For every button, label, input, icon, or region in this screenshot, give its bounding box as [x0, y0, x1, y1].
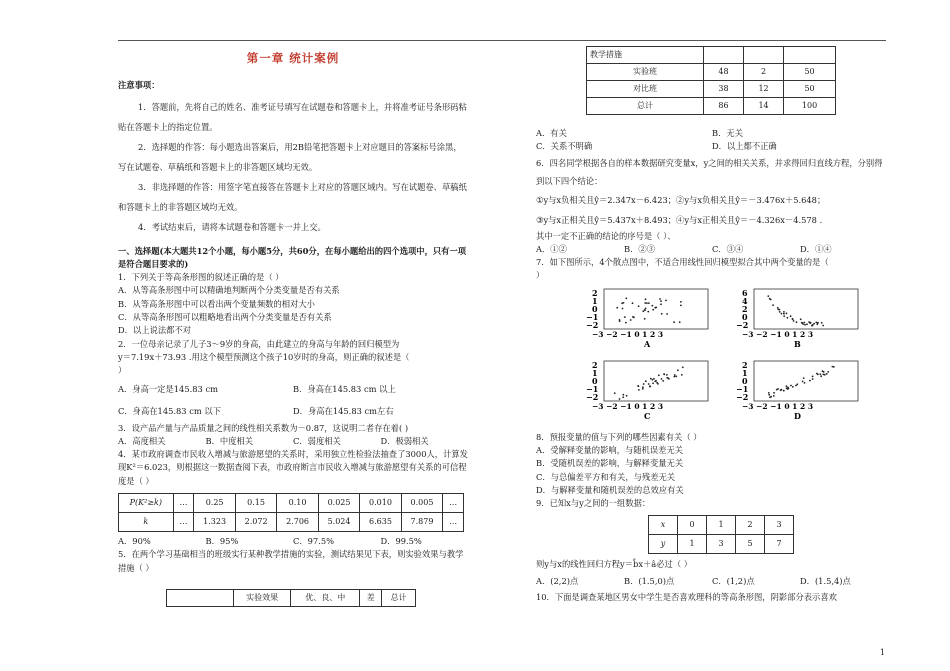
scatter-point: [632, 316, 634, 318]
table-cell: 14: [744, 98, 784, 115]
scatter-point: [646, 302, 648, 304]
q3-options: [118, 435, 468, 448]
scatter-point: [772, 304, 774, 306]
table-cell: …: [173, 494, 194, 513]
q6-option-d: D．①④: [800, 243, 832, 254]
table-cell: 差: [360, 589, 382, 606]
table-row: [587, 64, 836, 81]
q5-stem: 5．在两个学习基础相当的班级实行某种教学措施的实验，测试结果见下表，则实验效果与教学措施（ ）: [118, 549, 464, 573]
scatter-point: [622, 307, 624, 309]
q9-options: [536, 571, 888, 591]
scatter-point: [657, 383, 659, 385]
q7-stem: [536, 256, 888, 269]
table-cell: 教学措施: [587, 47, 704, 64]
y-tick: 2: [592, 287, 598, 298]
scatter-point: [666, 313, 668, 315]
scatter-plots: [536, 285, 888, 427]
table-cell: k: [119, 513, 174, 532]
scatter-point: [637, 385, 639, 387]
table-cell: [704, 47, 744, 64]
scatter-point: [783, 311, 785, 313]
q5-options: [536, 140, 888, 153]
scatter-point: [624, 316, 626, 318]
q2-options: [118, 378, 468, 400]
table-cell: 2.706: [277, 513, 318, 532]
table-cell: 3: [765, 515, 794, 534]
q6-option-c: C．③④: [712, 243, 744, 254]
scatter-point: [767, 295, 769, 297]
scatter-point: [642, 386, 644, 388]
experiment-table-header: [166, 589, 416, 607]
table-cell: 100: [784, 98, 836, 115]
scatter-point: [654, 380, 656, 382]
right-column: [536, 46, 888, 604]
experiment-table: [586, 46, 836, 115]
scatter-point: [644, 302, 646, 304]
plot-label: B: [794, 338, 801, 349]
scatter-point: [781, 389, 783, 391]
q4-option-c: C．97.5%: [293, 536, 335, 547]
scatter-point: [647, 310, 649, 312]
table-cell: 48: [704, 64, 744, 81]
plot-label: D: [794, 410, 801, 421]
q1-option-c: C．从等高条形图可以粗略地看出两个分类变量是否有关系: [118, 312, 332, 323]
scatter-point: [625, 321, 627, 323]
scatter-point: [811, 325, 813, 327]
scatter-point: [662, 380, 664, 382]
scatter-point: [804, 324, 806, 326]
scatter-point: [796, 321, 798, 323]
q8-option-b: B．受随机误差的影响，与解释变量无关: [536, 458, 684, 469]
scatter-point: [660, 303, 662, 305]
table-cell: 0.15: [235, 494, 276, 513]
scatter-point: [642, 388, 644, 390]
q3-option-c: C．弱度相关: [293, 435, 341, 446]
scatter-point: [786, 312, 788, 314]
scatter-point: [652, 309, 654, 311]
scatter-point: [778, 308, 780, 310]
scatter-point: [674, 375, 676, 377]
notice-item: 3．非选择题的作答：用签字笔直接答在答题卡上对应的答题区域内。写在试题卷、草稿纸和答题卡上的非答题区域均无效。: [118, 181, 467, 212]
scatter-point: [666, 374, 668, 376]
table-cell: 5.024: [318, 513, 359, 532]
scatter-point: [653, 378, 655, 380]
table-row: [587, 81, 836, 98]
y-tick: 1: [592, 295, 598, 306]
page-title: 第一章 统计案例: [246, 51, 340, 65]
xy-data-table: [648, 515, 794, 554]
q6-option-a: A．①②: [536, 243, 567, 254]
scatter-plot-b: [736, 285, 866, 351]
scatter-point: [643, 383, 645, 385]
table-cell: 2: [736, 515, 765, 534]
scatter-point: [809, 379, 811, 381]
q2-option-a: A．身高一定是145.83 cm: [118, 383, 218, 394]
scatter-point: [651, 304, 653, 306]
table-row: [587, 98, 836, 115]
q3-option-a: A．高度相关: [118, 435, 166, 446]
table-cell: [744, 47, 784, 64]
scatter-point: [619, 320, 621, 322]
q3-option-b: B．中度相关: [205, 435, 254, 446]
table-cell: …: [173, 513, 194, 532]
scatter-point: [792, 318, 794, 320]
scatter-point: [665, 299, 667, 301]
y-tick: 1: [592, 367, 598, 378]
scatter-point: [787, 317, 789, 319]
q3-option-d: D．极弱相关: [380, 435, 429, 446]
scatter-point: [824, 374, 826, 376]
y-tick: 0: [742, 375, 748, 386]
scatter-point: [783, 313, 785, 315]
scatter-point: [673, 321, 675, 323]
q7-stem-text: 7．如下图所示，4个散点图中，不适合用线性回归模型拟合其中两个变量的是（: [536, 257, 829, 268]
scatter-point: [649, 385, 651, 387]
scatter-point: [622, 396, 624, 398]
y-tick: −1: [736, 383, 749, 394]
section-heading: 一、选择题(本大题共12个小题，每小题5分，共60分，在每小题给出的四个选项中，只有一项是符合题目要求的): [118, 245, 467, 269]
scatter-point: [632, 302, 634, 304]
y-tick: 0: [592, 375, 598, 386]
scatter-point: [812, 378, 814, 380]
scatter-point: [792, 386, 794, 388]
q4-option-b: B．95%: [205, 536, 239, 547]
scatter-point: [833, 366, 835, 368]
scatter-point: [674, 374, 676, 376]
y-tick: −2: [736, 319, 749, 330]
q1-option-a: A．从等高条形图中可以精确地判断两个分类变量是否有关系: [118, 285, 340, 296]
scatter-point: [801, 322, 803, 324]
q9-option-b: B．(1.5,0)点: [624, 575, 675, 586]
scatter-point: [652, 379, 654, 381]
scatter-point: [832, 365, 834, 367]
table-cell: y: [649, 534, 678, 553]
y-tick: −1: [586, 383, 599, 394]
scatter-point: [790, 384, 792, 386]
scatter-point: [815, 321, 817, 323]
x-ticks: −3 −2 −1 0 1 2 3: [592, 401, 664, 411]
scatter-point: [681, 374, 683, 376]
table-cell: 1.323: [194, 513, 235, 532]
notice-heading: 注意事项：: [118, 80, 160, 91]
y-tick: −2: [586, 319, 599, 330]
q2-option-b: B．身高在145.83 cm 以上: [293, 383, 396, 394]
scatter-point: [661, 313, 663, 315]
scatter-point: [821, 322, 823, 324]
scatter-point: [826, 373, 828, 375]
y-tick: −2: [586, 391, 599, 402]
q9-option-c: C．(1,2)点: [712, 575, 755, 586]
table-cell: 5: [736, 534, 765, 553]
table-cell: 0.005: [401, 494, 442, 513]
scatter-point: [644, 318, 646, 320]
scatter-point: [773, 395, 775, 397]
table-cell: x: [649, 515, 678, 534]
scatter-point: [769, 396, 771, 398]
q1-stem: 1．下列关于等高条形图的叙述正确的是（ ）: [118, 272, 284, 283]
scatter-point: [788, 387, 790, 389]
scatter-point: [786, 385, 788, 387]
table-cell: 优、良、中: [291, 589, 360, 606]
table-cell: 38: [704, 81, 744, 98]
q4-stem: 4．某市政府调查市民收入增减与旅游愿望的关系时，采用独立性检验法抽查了3000人，计算发现K²＝6.023，则根据这一数据查阅下表，市政府断言市民收入增减与旅游愿望有关系的可信程度是（ ）: [118, 449, 468, 486]
scatter-point: [793, 320, 795, 322]
table-cell: 2.072: [235, 513, 276, 532]
scatter-point: [783, 390, 785, 392]
scatter-point: [667, 377, 669, 379]
q2-stem: y＝7.19x＋73.93 .用这个模型预测这个孩子10岁时的身高，则正确的叙述是（: [118, 351, 410, 362]
scatter-point: [614, 392, 616, 394]
scatter-point: [682, 366, 684, 368]
table-row: [167, 589, 416, 606]
scatter-point: [648, 383, 650, 385]
table-cell: 3: [707, 534, 736, 553]
y-tick: 6: [742, 287, 748, 298]
scatter-point: [622, 394, 624, 396]
table-cell: [784, 47, 836, 64]
scatter-point: [675, 375, 677, 377]
scatter-point: [808, 321, 810, 323]
q4-option-d: D．99.5%: [380, 536, 422, 547]
q6-conclusions: ③y与x正相关且ŷ＝5.437x＋8.493；④y与x正相关且ŷ＝－4.326x－4.578 .: [536, 214, 823, 225]
table-row: [587, 47, 836, 64]
q5-option-b: B．无关: [712, 128, 743, 138]
plot-frame: [604, 289, 708, 329]
q5-option-a: A．有关: [536, 128, 567, 138]
q5-option-d: D．以上都不正确: [712, 141, 777, 152]
q3-stem: 3．设产品产量与产品质量之间的线性相关系数为－0.87，这说明二者存在着( ): [118, 422, 409, 433]
scatter-point: [680, 304, 682, 306]
critical-value-table: [118, 493, 464, 532]
scatter-point: [626, 395, 628, 397]
q4-option-a: A．90%: [118, 536, 151, 547]
scatter-point: [795, 384, 797, 386]
q2-stem: ）: [118, 365, 127, 376]
q5-option-c: C．关系不明确: [536, 141, 593, 152]
scatter-point: [644, 309, 646, 311]
scatter-point: [660, 300, 662, 302]
scatter-point: [663, 373, 665, 375]
scatter-point: [812, 375, 814, 377]
scatter-plot-d: [736, 357, 866, 423]
table-cell: 1: [707, 515, 736, 534]
table-cell: 7.879: [401, 513, 442, 532]
scatter-point: [619, 398, 621, 400]
scatter-point: [802, 380, 804, 382]
scatter-point: [652, 382, 654, 384]
scatter-point: [623, 302, 625, 304]
q4-options: [118, 535, 468, 548]
q8-option-d: D．与解释变量和随机误差的总效应有关: [536, 484, 684, 495]
table-row: [119, 513, 464, 532]
q1-option-b: B．从等高条形图中可以看出两个变量频数的相对大小: [118, 298, 315, 309]
table-cell: 50: [784, 81, 836, 98]
scatter-point: [816, 372, 818, 374]
y-tick: 4: [742, 295, 748, 306]
table-cell: [167, 589, 234, 606]
x-ticks: −3 −2 −1 0 1 2 3: [742, 401, 814, 411]
q9-stem: 则y与x的线性回归方程y＝b̂x＋â必过（ ）: [536, 558, 693, 569]
notice-item: 1．答题前，先将自己的姓名、准考证号填写在试题卷和答题卡上，并将准考证号条形码粘贴在答题卡上的指定位置。: [118, 101, 467, 132]
scatter-point: [642, 310, 644, 312]
q5-options: [536, 127, 888, 140]
table-cell: 实验班: [587, 64, 704, 81]
table-cell: P(K²≥k): [119, 494, 174, 513]
q8-option-a: A．受解释变量的影响，与随机误差无关: [536, 445, 684, 456]
scatter-point: [781, 312, 783, 314]
q2-option-d: D．身高在145.83 cm左右: [293, 405, 394, 416]
scatter-point: [645, 298, 647, 300]
scatter-point: [790, 315, 792, 317]
scatter-point: [659, 298, 661, 300]
scatter-point: [661, 378, 663, 380]
scatter-point: [616, 307, 618, 309]
scatter-point: [770, 298, 772, 300]
notice-item: 2．选择题的作答：每小题选出答案后，用2B铅笔把答题卡上对应题目的答案标号涂黑，写在试题卷、草稿纸和答题卡上的非答题区域均无效。: [118, 141, 462, 172]
table-cell: 2: [744, 64, 784, 81]
table-row: [119, 494, 464, 513]
scatter-point: [779, 311, 781, 313]
table-cell: 总计: [382, 589, 416, 606]
table-cell: 7: [765, 534, 794, 553]
q6-options: [536, 243, 888, 256]
q2-option-c: C．身高在145.83 cm 以下: [118, 405, 221, 416]
q10-stem: 10．下面是调查某地区男女中学生是否喜欢理科的等高条形图，阴影部分表示喜欢: [536, 591, 837, 602]
q2-options: [118, 400, 468, 422]
scatter-point: [803, 321, 805, 323]
y-tick: 2: [742, 359, 748, 370]
table-cell: 0.025: [318, 494, 359, 513]
table-cell: 6.635: [360, 513, 401, 532]
table-cell: 实验效果: [234, 589, 291, 606]
scatter-point: [803, 377, 805, 379]
scatter-point: [822, 324, 824, 326]
x-ticks: −3 −2 −1 0 1 2 3: [592, 329, 664, 339]
scatter-point: [827, 371, 829, 373]
scatter-point: [638, 389, 640, 391]
scatter-point: [800, 318, 802, 320]
table-cell: 12: [744, 81, 784, 98]
q7-stem-end: ）: [536, 270, 545, 281]
scatter-point: [679, 321, 681, 323]
scatter-point: [648, 302, 650, 304]
scatter-point: [816, 323, 818, 325]
plot-label: C: [644, 410, 651, 421]
scatter-point: [655, 306, 657, 308]
y-tick: 2: [742, 303, 748, 314]
scatter-point: [768, 392, 770, 394]
scatter-point: [806, 323, 808, 325]
scatter-point: [658, 374, 660, 376]
q6-conclusions: ①y与x负相关且ŷ＝2.347x－6.423；②y与x负相关且ŷ＝－3.476x＋5.648；: [536, 194, 826, 205]
table-cell: 0: [678, 515, 707, 534]
scatter-point: [625, 297, 627, 299]
q9-stem: 9．已知x与y之间的一组数据：: [536, 498, 651, 509]
table-cell: 总计: [587, 98, 704, 115]
scatter-point: [822, 373, 824, 375]
q6-stem: 其中一定不正确的结论的序号是（ ）、: [536, 230, 676, 241]
plot-frame: [754, 289, 858, 329]
table-cell: …: [443, 513, 464, 532]
scatter-point: [820, 375, 822, 377]
q6-option-b: B．②③: [624, 243, 655, 254]
scatter-plot-a: [586, 285, 716, 351]
q9-option-a: A．(2,2)点: [536, 575, 579, 586]
scatter-point: [822, 370, 824, 372]
y-tick: 2: [592, 359, 598, 370]
scatter-point: [630, 319, 632, 321]
table-cell: 86: [704, 98, 744, 115]
table-cell: 0.25: [194, 494, 235, 513]
scatter-point: [813, 322, 815, 324]
scatter-point: [638, 305, 640, 307]
y-tick: −2: [736, 391, 749, 402]
scatter-point: [773, 392, 775, 394]
header-rule: [118, 40, 886, 41]
scatter-point: [680, 301, 682, 303]
table-row: [649, 515, 794, 534]
scatter-point: [804, 382, 806, 384]
scatter-point: [768, 394, 770, 396]
table-cell: 0.10: [277, 494, 318, 513]
page-number: 1: [879, 648, 885, 657]
y-tick: 1: [742, 367, 748, 378]
scatter-point: [677, 369, 679, 371]
table-cell: 50: [784, 64, 836, 81]
table-cell: 1: [678, 534, 707, 553]
table-cell: 0.010: [360, 494, 401, 513]
y-tick: 0: [742, 311, 748, 322]
q8-stem: 8．预报变量的值与下列的哪些因素有关（ ）: [536, 431, 702, 442]
scatter-point: [777, 388, 779, 390]
x-ticks: −3 −2 −1 0 1 2 3: [742, 329, 814, 339]
q9-option-d: D．(1.5,4)点: [800, 575, 851, 586]
scatter-point: [645, 307, 647, 309]
q6-stem: 6．四名同学根据各自的样本数据研究变量x，y之间的相关关系，并求得回归直线方程，分别得到以下四个结论：: [536, 157, 883, 186]
notice-item: 4．考试结束后，请将本试题卷和答题卡一并上交。: [138, 221, 326, 232]
q8-option-c: C．与总偏差平方和有关，与残差无关: [536, 471, 676, 482]
plot-label: A: [644, 338, 651, 349]
scatter-plot-c: [586, 357, 716, 423]
table-cell: …: [443, 494, 464, 513]
scatter-point: [783, 315, 785, 317]
q2-stem: 2．一位母亲记录了儿子3～9岁的身高，由此建立的身高与年龄的回归模型为: [118, 338, 400, 349]
y-tick: −1: [586, 311, 599, 322]
scatter-point: [819, 373, 821, 375]
y-tick: 0: [592, 303, 598, 314]
scatter-point: [645, 380, 647, 382]
table-cell: 对比班: [587, 81, 704, 98]
q1-option-d: D．以上说法都不对: [118, 325, 192, 336]
scatter-point: [650, 377, 652, 379]
left-column: [118, 46, 468, 607]
table-row: [649, 534, 794, 553]
